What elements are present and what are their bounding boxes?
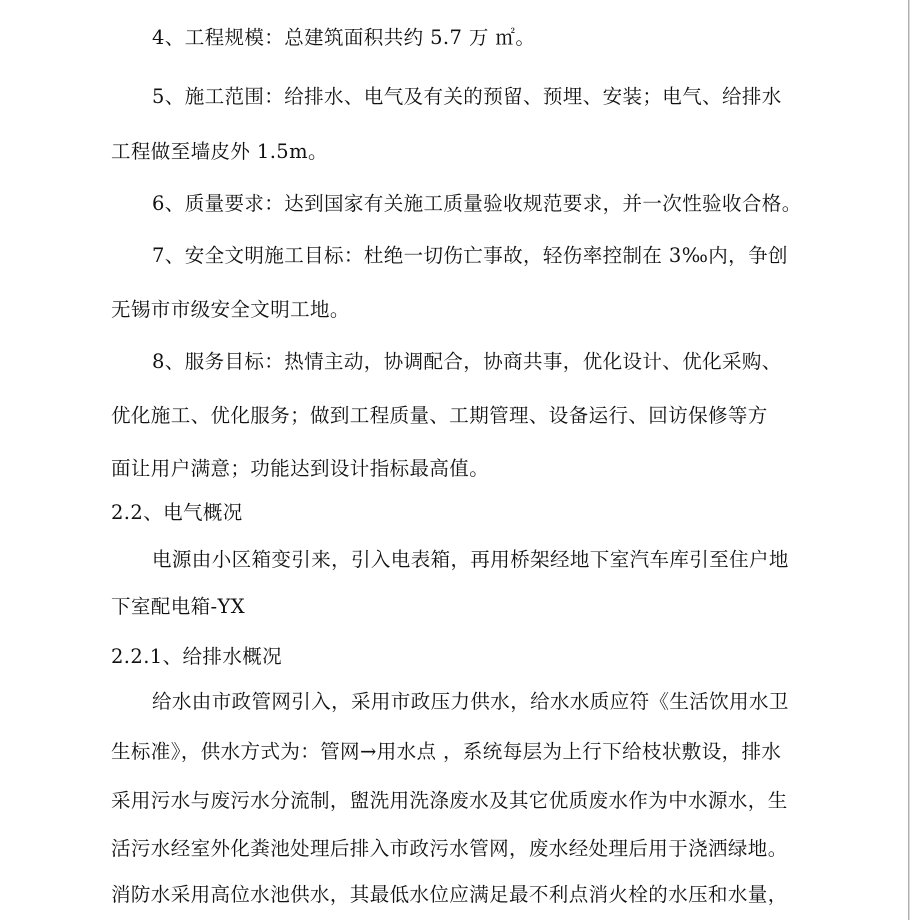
plumbing-paragraph-line-3: 采用污水与废污水分流制，盥洗用洗涤废水及其它优质废水作为中水源水，生	[111, 789, 788, 812]
item-8-service-goal-cont-2: 面让用户满意；功能达到设计指标最高值。	[111, 457, 490, 480]
item-7-safety-goal-cont: 无锡市市级安全文明工地。	[111, 298, 350, 321]
item-5-construction-scope: 5、施工范围：给排水、电气及有关的预留、预埋、安装；电气、给排水	[152, 85, 782, 108]
item-8-service-goal-cont-1: 优化施工、优化服务；做到工程质量、工期管理、设备运行、回访保修等方	[111, 404, 768, 427]
item-7-safety-goal: 7、安全文明施工目标：杜绝一切伤亡事故，轻伤率控制在 3‰内，争创	[152, 244, 788, 267]
item-4-project-scale: 4、工程规模：总建筑面积共约 5.7 万 ㎡。	[152, 26, 536, 49]
plumbing-paragraph-line-1: 给水由市政管网引入，采用市政压力供水，给水水质应符《生活饮用水卫	[152, 690, 789, 713]
plumbing-paragraph-line-4: 活污水经室外化粪池处理后排入市政污水管网，废水经处理后用于浇洒绿地。	[111, 837, 788, 860]
section-heading-electrical: 2.2、电气概况	[111, 501, 243, 524]
item-8-service-goal: 8、服务目标：热情主动，协调配合，协商共事，优化设计、优化采购、	[152, 350, 782, 373]
electrical-paragraph-line-2: 下室配电箱-YX	[111, 595, 246, 618]
item-5-construction-scope-cont: 工程做至墙皮外 1.5m。	[111, 140, 328, 163]
section-heading-plumbing: 2.2.1、给排水概况	[111, 645, 283, 668]
item-6-quality-requirement: 6、质量要求：达到国家有关施工质量验收规范要求，并一次性验收合格。	[152, 192, 802, 215]
plumbing-paragraph-line-2: 生标准》，供水方式为：管网→用水点 ，系统每层为上行下给枝状敷设，排水	[111, 740, 782, 763]
plumbing-paragraph-line-5: 消防水采用高位水池供水，其最低水位应满足最不利点消火栓的水压和水量，	[111, 883, 788, 906]
electrical-paragraph-line-1: 电源由小区箱变引来，引入电表箱，再用桥架经地下室汽车库引至住户地	[152, 548, 789, 571]
